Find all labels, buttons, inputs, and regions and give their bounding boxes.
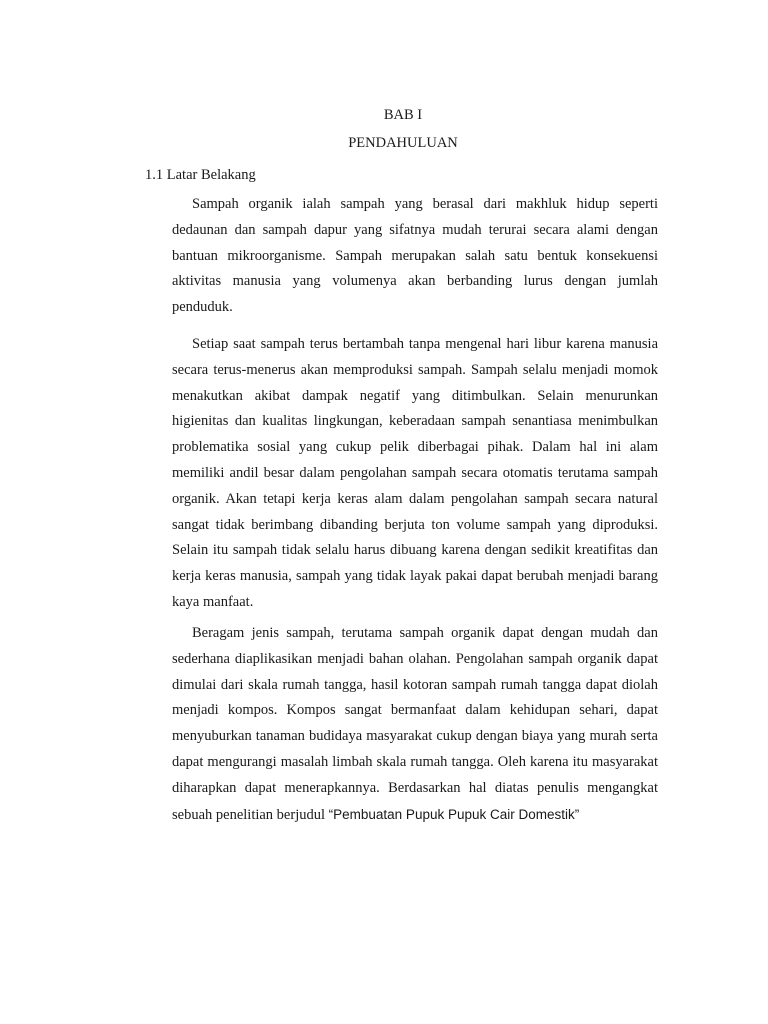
paragraph-2: Setiap saat sampah terus bertambah tanpa mengenal hari libur karena manusia secara terus-menerus akan memproduksi sampah. Sampah selalu menjadi momok menakutkan akibat dampak negatif yang ditimbulkan. Selain menurunkan higienitas dan kualitas lingkungan, keberadaan sampah senantiasa menimbulkan problematika sosial yang cukup pelik diberbagai pihak. Dalam hal ini alam memiliki andil besar dalam pengolahan sampah secara otomatis terutama sampah organik. Akan tetapi kerja keras alam dalam pengolahan sampah secara natural sangat tidak berimbang dibanding berjuta ton volume sampah yang diproduksi. Selain itu sampah tidak selalu harus dibuang karena dengan sedikit kreatifitas dan kerja keras manusia, sampah yang tidak layak pakai dapat berubah menjadi barang kaya manfaat. bbox=[172, 336, 658, 610]
paragraph-1: Sampah organik ialah sampah yang berasal dari makhluk hidup seperti dedaunan dan sampah dapur yang sifatnya mudah terurai secara alami dengan bantuan mikroorganisme. Sampah merupakan salah satu bentuk konsekuensi aktivitas manusia yang volumenya akan berbanding lurus dengan jumlah penduduk. bbox=[172, 196, 658, 316]
paragraph-3 bbox=[172, 621, 658, 828]
paragraph-3-text: Beragam jenis sampah, terutama sampah organik dapat dengan mudah dan sederhana diaplikasikan menjadi bahan olahan. Pengolahan sampah organik dapat dimulai dari skala rumah tangga, hasil kotoran sampah rumah tangga dapat diolah menjadi kompos. Kompos sangat bermanfaat dalam kehidupan sehari, dapat menyuburkan tanaman budidaya masyarakat cukup dengan biaya yang murah serta dapat mengurangi masalah limbah skala rumah tangga. Oleh karena itu masyarakat diharapkan dapat menerapkannya. Berdasarkan hal diatas penulis mengangkat sebuah penelitian berjudul bbox=[172, 625, 658, 823]
chapter-number: BAB I bbox=[383, 107, 423, 123]
section-title: 1.1 Latar Belakang bbox=[145, 167, 256, 183]
chapter-title: PENDAHULUAN bbox=[348, 135, 458, 151]
research-title: “Pembuatan Pupuk Pupuk Cair Domestik” bbox=[328, 806, 580, 822]
